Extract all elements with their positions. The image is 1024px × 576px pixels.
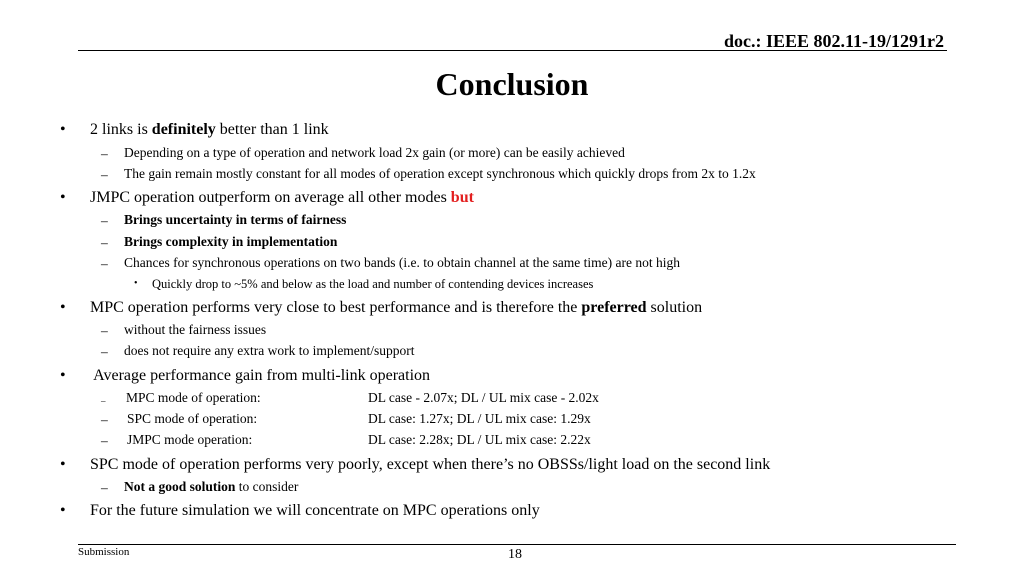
bullet-marker: • <box>60 189 66 206</box>
dash-marker: – <box>101 146 108 161</box>
sub-bullet-item: Not a good solution to consider <box>124 479 299 494</box>
perf-mode-value: DL case - 2.07x; DL / UL mix case - 2.02x <box>368 390 599 405</box>
sub-bullet-item: The gain remain mostly constant for all modes of operation except synchronous which quickly drops from 2x to 1.2x <box>124 166 756 181</box>
dash-marker: – <box>101 213 108 228</box>
bullet-item: Average performance gain from multi-link operation <box>90 367 431 384</box>
dash-marker: – <box>101 433 108 448</box>
perf-mode-label: JMPC mode operation: <box>127 432 253 447</box>
bullet-item: MPC operation performs very close to best performance and is therefore the preferred solution <box>90 299 703 316</box>
dash-marker: – <box>101 344 108 359</box>
sub-bullet-item: Brings complexity in implementation <box>124 234 338 249</box>
dash-marker: – <box>101 412 108 427</box>
sub-sub-bullet-item: Quickly drop to ~5% and below as the load and number of contending devices increases <box>152 277 594 291</box>
bullet-item: 2 links is definitely better than 1 link <box>90 121 329 138</box>
dash-marker: – <box>101 167 108 182</box>
sub-bullet-item: Chances for synchronous operations on two bands (i.e. to obtain channel at the same time) are not high <box>124 255 680 270</box>
bottom-rule <box>78 544 956 545</box>
bullet-item: JMPC operation outperform on average all other modes but <box>90 189 474 206</box>
bullet-marker: • <box>60 502 66 519</box>
dash-marker: – <box>101 323 108 338</box>
dash-marker: – <box>101 396 106 406</box>
perf-mode-value: DL case: 2.28x; DL / UL mix case: 2.22x <box>368 432 591 447</box>
sub-bullet-item: Brings uncertainty in terms of fairness <box>124 212 347 227</box>
bullet-marker: • <box>60 367 66 384</box>
slide-title: Conclusion <box>435 66 589 102</box>
bullet-marker: • <box>60 299 66 316</box>
footer-submission: Submission <box>78 546 130 558</box>
perf-mode-value: DL case: 1.27x; DL / UL mix case: 1.29x <box>368 411 591 426</box>
bullet-item: For the future simulation we will concentrate on MPC operations only <box>90 502 540 519</box>
bullet-marker: • <box>60 456 66 473</box>
sub-bullet-item: without the fairness issues <box>124 322 267 337</box>
sub-bullet-marker: • <box>134 278 138 289</box>
sub-bullet-item: does not require any extra work to implement/support <box>124 343 415 358</box>
dash-marker: – <box>101 256 108 271</box>
perf-mode-label: MPC mode of operation: <box>126 390 261 405</box>
dash-marker: – <box>101 480 108 495</box>
bullet-item: SPC mode of operation performs very poorly, except when there’s no OBSSs/light load on the second link <box>90 456 771 473</box>
dash-marker: – <box>101 235 108 250</box>
page-number: 18 <box>508 547 522 562</box>
perf-mode-label: SPC mode of operation: <box>127 411 258 426</box>
doc-id: doc.: IEEE 802.11-19/1291r2 <box>723 31 944 51</box>
bullet-marker: • <box>60 121 66 138</box>
sub-bullet-item: Depending on a type of operation and network load 2x gain (or more) can be easily achieved <box>124 145 625 160</box>
